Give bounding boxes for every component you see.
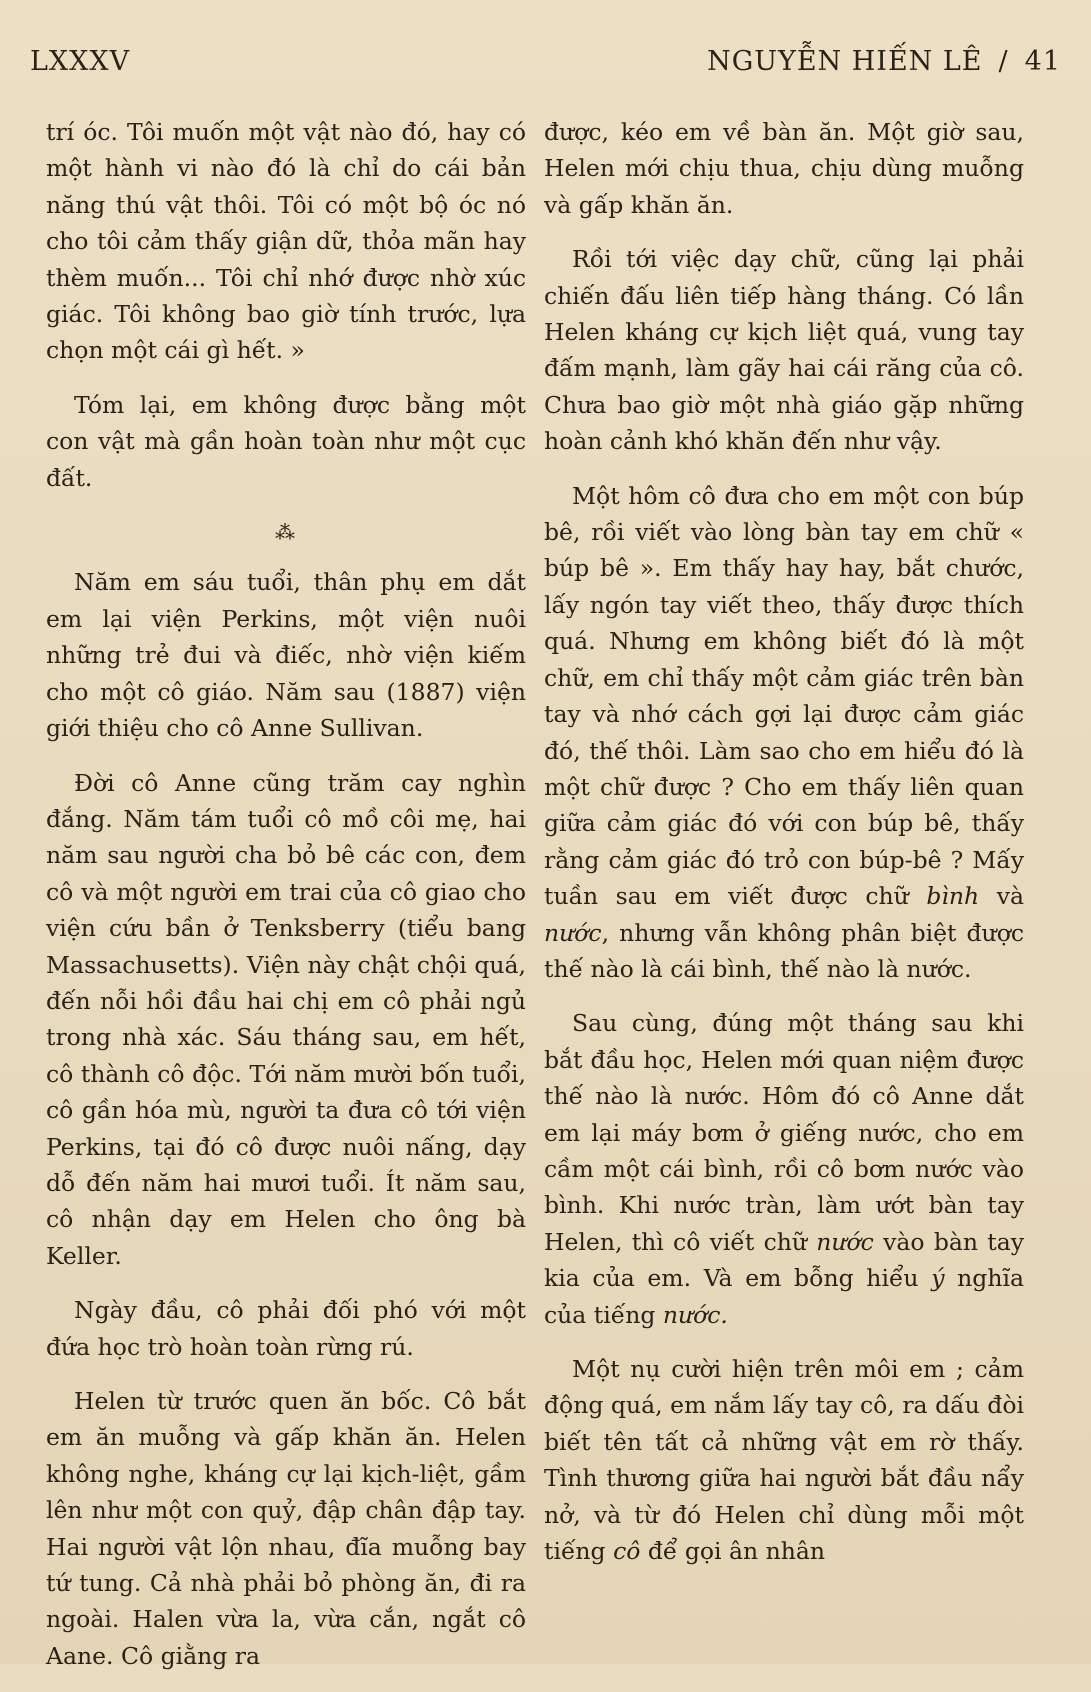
header-right [707,46,1061,77]
author-name: NGUYỄN HIẾN LÊ [707,46,983,77]
paragraph: Helen từ trước quen ăn bốc. Cô bắt em ăn muỗng và gấp khăn ăn. Helen không nghe, kháng cự lại kịch-liệt, gầm lên như một con quỷ, đập chân đập tay. Hai người vật lộn nhau, đĩa muỗng bay tứ tung. Cả nhà phải bỏ phòng ăn, đi ra ngoài. Halen vừa la, vừa cắn, ngắt cô Aane. Cô giằng ra [46,1387,526,1670]
paragraph: trí óc. Tôi muốn một vật nào đó, hay có một hành vi nào đó là chỉ do cái bản năng thú vật thôi. Tôi có một bộ óc nó cho tôi cảm thấy giận dữ, thỏa mãn hay thèm muốn... Tôi chỉ nhớ được nhờ xúc giác. Tôi không bao giờ tính trước, lựa chọn một cái gì hết. » [46,118,526,365]
text-run: Một hôm cô đưa cho em một con búp bê, rồi viết vào lòng bàn tay em chữ « búp bê ». Em thấy hay hay, bắt chước, lấy ngón tay viết theo, thấy được thích quá. Nhưng em không biết đó là một chữ, em chỉ thấy một cảm giác trên bàn tay và nhớ cách gợi lại được cảm giác đó, thế thôi. Làm sao cho em hiểu đó là một chữ được ? Cho em thấy liên quan giữa cảm giác đó với con búp bê, thấy rằng cảm giác đó trỏ con búp-bê ? Mấy tuần sau em viết được chữ [544,481,1024,911]
paragraph: Tóm lại, em không được bằng một con vật mà gần hoàn toàn như một cục đất. [46,390,526,492]
paragraph [544,1005,1024,1333]
paragraph: Ngày đầu, cô phải đối phó với một đứa học trò hoàn toàn rừng rú. [46,1296,526,1361]
header-separator: / [998,46,1009,77]
right-column [544,114,1024,1587]
page-number: 41 [1024,46,1061,77]
text-run: Sau cùng, đúng một tháng sau khi bắt đầu học, Helen mới quan niệm được thế nào là nước. Hôm đó cô Anne dắt em lại máy bơm ở giếng nước, cho em cầm một cái bình, rồi cô bơm nước vào bình. Khi nước tràn, làm ướt bàn tay Helen, thì cô viết chữ [544,1009,1024,1256]
running-header [30,46,1061,90]
text-run: để gọi ân nhân [640,1537,826,1566]
italic-word: bình [926,882,980,911]
paragraph: được, kéo em về bàn ăn. Một giờ sau, Helen mới chịu thua, chịu dùng muỗng và gấp khăn ăn. [544,118,1024,219]
text-run: nghĩa của tiếng [544,1264,1024,1329]
italic-word: nước [544,918,602,947]
text-run: , nhưng vẫn không phân biệt được thế nào là cái bình, thế nào là nước. [544,918,1024,983]
paragraph [544,478,1024,988]
paragraph: Rồi tới việc dạy chữ, cũng lại phải chiến đấu liên tiếp hàng tháng. Có lần Helen kháng cự kịch liệt quá, vung tay đấm mạnh, làm gãy hai cái răng của cô. Chưa bao giờ một nhà giáo gặp những hoàn cảnh khó khăn đến như vậy. [544,245,1024,456]
paragraph: Đời cô Anne cũng trăm cay nghìn đắng. Năm tám tuổi cô mồ côi mẹ, hai năm sau người cha bỏ bê các con, đem cô và một người em trai của cô giao cho viện cứu bần ở Tenksberry (tiểu bang Massachusetts). Viện này chật chội quá, đến nỗi hồi đầu hai chị em cô phải ngủ trong nhà xác. Sáu tháng sau, em hết, cô thành cô độc. Tới năm mười bốn tuổi, cô gần hóa mù, người ta đưa cô tới viện Perkins, tại đó cô được nuôi nấng, dạy dỗ đến năm hai mươi tuổi. Ít năm sau, cô nhận dạy em Helen cho ông bà Keller. [46,768,526,1270]
left-column [46,114,526,1692]
italic-word: nước. [662,1300,728,1329]
italic-word: ý [931,1264,945,1293]
italic-word: nước [816,1227,874,1256]
italic-word: cô [613,1537,641,1566]
text-run: vào bàn tay kia của em. Và em bỗng hiểu [544,1227,1024,1293]
paragraph: Năm em sáu tuổi, thân phụ em dắt em lại viện Perkins, một viện nuôi những trẻ đui và điếc, nhờ viện kiếm cho một cô giáo. Năm sau (1887) viện giới thiệu cho cô Anne Sullivan. [46,568,526,743]
section-break-asterisks: ⁂ [275,520,297,545]
text-run: Một nụ cười hiện trên môi em ; cảm động quá, em nắm lấy tay cô, ra dấu đòi biết tên tất cả những vật em rờ thấy. Tình thương giữa hai người bắt đầu nẩy nở, và từ đó Helen chỉ dùng mỗi một tiếng [544,1355,1024,1566]
chapter-number: LXXXV [30,46,131,77]
paragraph [544,1351,1024,1569]
text-run: và [979,882,1024,911]
